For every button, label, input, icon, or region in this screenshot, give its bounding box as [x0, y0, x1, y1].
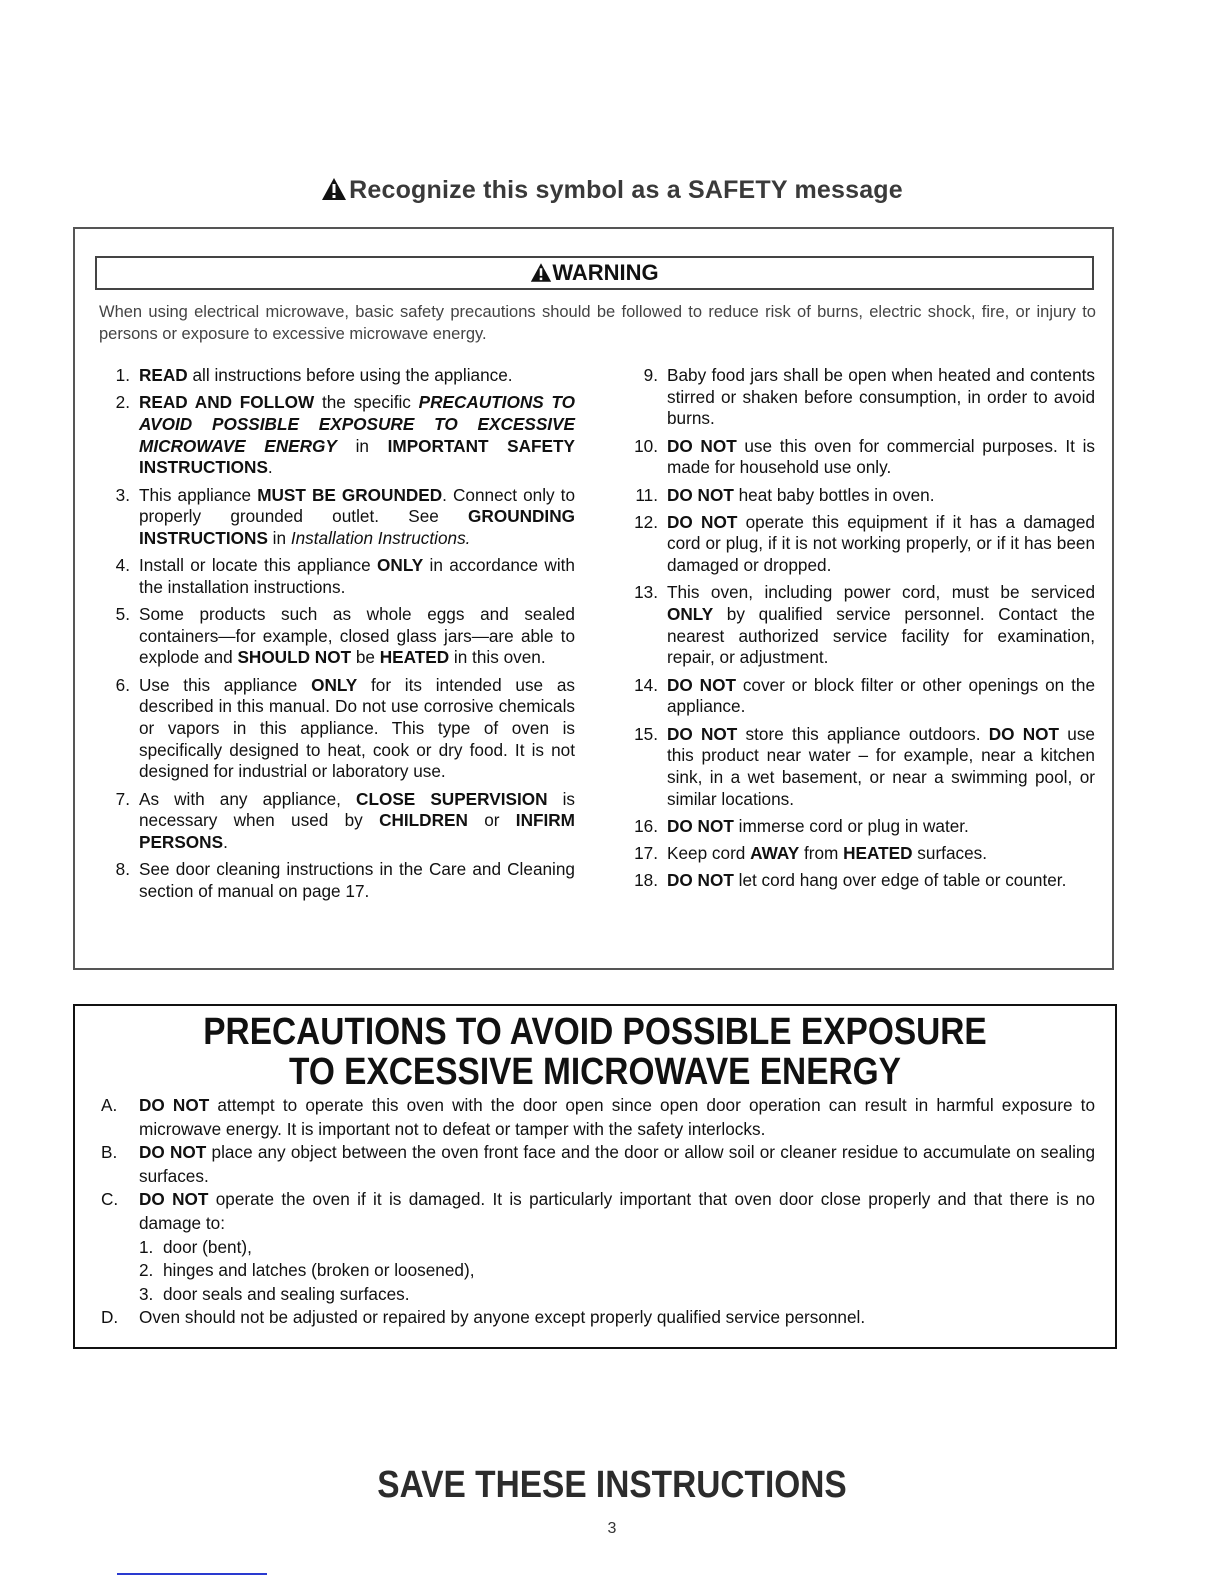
warning-list-item	[623, 724, 1095, 811]
precaution-subitem	[101, 1236, 1095, 1260]
item-text	[139, 859, 575, 902]
item-text-segment: IMPORTANT SAFETY INSTRUCTIONS	[139, 435, 575, 478]
item-text	[139, 675, 575, 784]
item-text	[667, 436, 1095, 479]
item-text-segment: let cord hang over edge of table or counter.	[733, 870, 1067, 891]
warning-triangle-icon	[530, 261, 552, 291]
item-text-segment: This oven, including power cord, must be serviced	[667, 582, 1095, 603]
item-text	[667, 843, 1095, 865]
item-number: 17.	[634, 843, 658, 864]
item-text-segment: is necessary when used by	[139, 788, 576, 831]
precaution-letter: C.	[101, 1189, 119, 1210]
warning-list-item	[623, 436, 1095, 479]
precaution-text	[139, 1141, 1095, 1188]
precaution-letter: B.	[101, 1142, 118, 1163]
item-text-segment: AWAY	[750, 843, 800, 864]
item-text-segment: MUST BE GROUNDED	[257, 484, 443, 505]
precaution-item	[101, 1188, 1095, 1235]
item-number: 9.	[643, 365, 658, 385]
warning-list-item	[623, 816, 1095, 838]
precaution-bold: DO NOT	[139, 1095, 210, 1115]
warning-list-item	[623, 870, 1095, 892]
warning-list-item	[103, 365, 575, 387]
precaution-item	[101, 1141, 1095, 1188]
page-number: 3	[607, 1520, 617, 1537]
item-number: 4.	[115, 555, 130, 576]
warning-list-item	[623, 675, 1095, 718]
item-text-segment: As with any appliance,	[139, 788, 357, 809]
subitem-text: door (bent),	[163, 1236, 252, 1257]
item-text-segment: immerse cord or plug in water.	[733, 815, 969, 836]
warning-list-item	[103, 555, 575, 598]
item-text-segment: in this oven.	[449, 647, 546, 668]
warning-list-item	[623, 485, 1095, 507]
item-text-segment: DO NOT	[667, 723, 738, 744]
item-text-segment: . Connect only to properly grounded outlet. See	[139, 484, 576, 527]
precaution-bold: DO NOT	[139, 1189, 209, 1210]
item-text-segment: SHOULD NOT	[237, 647, 352, 668]
safety-message-heading	[0, 176, 1224, 208]
item-text-segment: DO NOT	[667, 870, 734, 891]
item-text-segment: Baby food jars shall be open when heated and contents stirred or shaken before consumption, in order to avoid burns.	[667, 365, 1095, 429]
item-number: 18.	[634, 870, 658, 891]
item-text-segment: READ AND FOLLOW	[139, 392, 315, 413]
item-text	[667, 724, 1095, 811]
precautions-box	[73, 1004, 1117, 1349]
warning-list-item	[103, 485, 575, 550]
item-text-segment: DO NOT	[667, 484, 734, 505]
item-text	[667, 870, 1095, 892]
item-text-segment: See door cleaning instructions in the Care and Cleaning section of manual on page 17.	[139, 859, 575, 901]
warning-list-left	[103, 365, 575, 908]
precaution-text	[139, 1306, 1095, 1330]
warning-intro: When using electrical microwave, basic safety precautions should be followed to reduce risk of burns, electric shock, fire, or injury to persons or exposure to excessive microwave energy.	[99, 303, 1096, 343]
warning-list-item	[623, 582, 1095, 669]
item-text-segment: store this appliance outdoors.	[737, 723, 989, 744]
warning-list-item	[103, 859, 575, 902]
item-text-segment: the specific	[314, 392, 419, 413]
item-text-segment: be	[351, 647, 380, 668]
item-text-segment: use this oven for commercial purposes. It is made for household use only.	[667, 435, 1095, 478]
item-text-segment: surfaces.	[912, 843, 988, 864]
item-number: 15.	[634, 723, 658, 744]
warning-list-item	[623, 843, 1095, 865]
item-number: 10.	[634, 435, 658, 456]
warning-list-item	[103, 675, 575, 784]
item-number: 2.	[115, 392, 130, 413]
warning-list-item	[103, 604, 575, 669]
item-text-segment: This appliance	[139, 484, 258, 505]
precautions-title-line1: PRECAUTIONS TO AVOID POSSIBLE EXPOSURE	[203, 1011, 987, 1053]
item-text-segment: from	[799, 843, 844, 864]
item-text	[667, 485, 1095, 507]
item-text-segment: Install or locate this appliance	[139, 555, 378, 576]
precaution-item	[101, 1094, 1095, 1141]
item-text-segment: all instructions before using the appliance.	[187, 365, 513, 385]
item-text	[667, 675, 1095, 718]
item-text-segment: Keep cord	[667, 843, 751, 864]
item-text	[667, 365, 1095, 430]
item-text	[667, 816, 1095, 838]
item-text-segment: CLOSE SUPERVISION	[356, 788, 548, 809]
item-text	[139, 485, 575, 550]
item-text-segment: Use this appliance	[139, 674, 312, 695]
item-text-segment: DO NOT	[667, 674, 736, 695]
precaution-bold: DO NOT	[139, 1142, 207, 1163]
precaution-text	[139, 1094, 1095, 1141]
subitem-text: hinges and latches (broken or loosened),	[163, 1260, 475, 1281]
item-number: 14.	[634, 674, 658, 695]
item-text-segment: DO NOT	[988, 723, 1060, 744]
safety-message-text: Recognize this symbol as a SAFETY message	[349, 176, 903, 204]
item-text-segment: INFIRM PERSONS	[139, 810, 575, 853]
item-text-segment: CHILDREN	[379, 810, 468, 831]
subitem-number: 3.	[139, 1283, 154, 1304]
item-text-segment: DO NOT	[667, 435, 737, 456]
warning-list-item	[623, 512, 1095, 577]
warning-box	[73, 227, 1114, 970]
item-text-segment: .	[223, 832, 228, 853]
item-text-segment: DO NOT	[667, 511, 738, 532]
subitem-number: 1.	[139, 1236, 154, 1257]
precaution-subitem	[101, 1283, 1095, 1307]
precautions-title-line2: TO EXCESSIVE MICROWAVE ENERGY	[289, 1051, 901, 1093]
item-number: 12.	[634, 511, 658, 532]
item-text-segment: or	[467, 810, 516, 831]
warning-title-text: WARNING	[552, 260, 659, 285]
precautions-title	[137, 1012, 1052, 1092]
item-number: 7.	[115, 788, 130, 809]
precautions-list	[101, 1094, 1095, 1330]
precaution-body: Oven should not be adjusted or repaired by anyone except properly qualified service personnel.	[139, 1307, 866, 1328]
warning-list-item	[623, 365, 1095, 430]
item-text-segment: ONLY	[377, 555, 424, 576]
item-text-segment: HEATED	[843, 843, 913, 864]
item-number: 1.	[115, 365, 130, 385]
precaution-item	[101, 1306, 1095, 1330]
item-text-segment: Installation Instructions.	[290, 527, 471, 548]
warning-title	[95, 256, 1094, 290]
item-text-segment: in	[267, 527, 291, 548]
item-text-segment: ONLY	[311, 674, 358, 695]
item-text-segment: cover or block filter or other openings on the appliance.	[667, 674, 1095, 717]
item-text-segment: by qualified service personnel. Contact the nearest authorized service facility for examination, repair, or adjustment.	[667, 604, 1095, 668]
save-instructions-heading: SAVE THESE INSTRUCTIONS	[377, 1464, 847, 1506]
item-text-segment: use this product near water – for example, near a kitchen sink, in a wet basement, or near a swimming pool, or similar locations.	[667, 723, 1095, 809]
item-text-segment: GROUNDING INSTRUCTIONS	[139, 506, 575, 548]
warning-triangle-icon	[321, 177, 347, 208]
item-text-segment: HEATED	[379, 647, 450, 668]
item-text	[139, 392, 575, 479]
item-number: 6.	[115, 674, 130, 695]
precaution-letter: A.	[101, 1095, 118, 1115]
item-text	[667, 512, 1095, 577]
item-text	[139, 365, 575, 387]
item-number: 11.	[635, 484, 658, 505]
item-text-segment: in	[336, 435, 388, 456]
item-text-segment: heat baby bottles in oven.	[733, 484, 935, 505]
item-number: 16.	[634, 815, 658, 836]
subitem-text: door seals and sealing surfaces.	[163, 1283, 410, 1304]
item-text-segment: PRECAUTIONS TO AVOID POSSIBLE EXPOSURE TO EXCESSIVE MICROWAVE ENERGY	[139, 392, 575, 456]
item-text	[139, 789, 575, 854]
item-text-segment: Some products such as whole eggs and sealed containers—for example, closed glass jars—are able to explode and	[139, 604, 575, 668]
item-text-segment: operate this equipment if it has a damaged cord or plug, if it is not working properly, or if it has been damaged or dropped.	[667, 511, 1095, 576]
precaution-text	[139, 1188, 1095, 1235]
warning-list-item	[103, 789, 575, 854]
item-number: 3.	[115, 484, 130, 505]
item-text	[139, 555, 575, 598]
item-number: 8.	[115, 859, 130, 880]
item-number: 5.	[115, 604, 130, 625]
precaution-body: place any object between the oven front face and the door or allow soil or cleaner residue to accumulate on sealing surfaces.	[139, 1142, 1096, 1186]
precaution-letter: D.	[101, 1307, 119, 1328]
item-text-segment: for its intended use as described in this manual. Do not use corrosive chemicals or vapors in this appliance. This type of oven is specifically designed to heat, cook or dry food. It is not designed for industrial or laboratory use.	[139, 674, 575, 782]
item-text	[667, 582, 1095, 669]
precaution-subitem	[101, 1259, 1095, 1283]
warning-list-item	[103, 392, 575, 479]
item-text-segment: DO NOT	[667, 815, 734, 836]
item-text	[139, 604, 575, 669]
warning-list-right	[623, 365, 1095, 897]
item-text-segment: ONLY	[667, 604, 714, 625]
item-text-segment: .	[267, 457, 273, 478]
item-text-segment: READ	[139, 365, 188, 385]
precaution-body: operate the oven if it is damaged. It is particularly important that oven door close properly and that there is no damage to:	[139, 1189, 1095, 1233]
item-number: 13.	[634, 582, 658, 603]
item-text-segment: in accordance with the installation instructions.	[139, 555, 575, 597]
precaution-body: attempt to operate this oven with the door open since open door operation can result in harmful exposure to microwave energy. It is important not to defeat or tamper with the safety interlocks.	[139, 1095, 1095, 1139]
footer-link-underline	[117, 1573, 267, 1575]
subitem-number: 2.	[139, 1260, 154, 1281]
